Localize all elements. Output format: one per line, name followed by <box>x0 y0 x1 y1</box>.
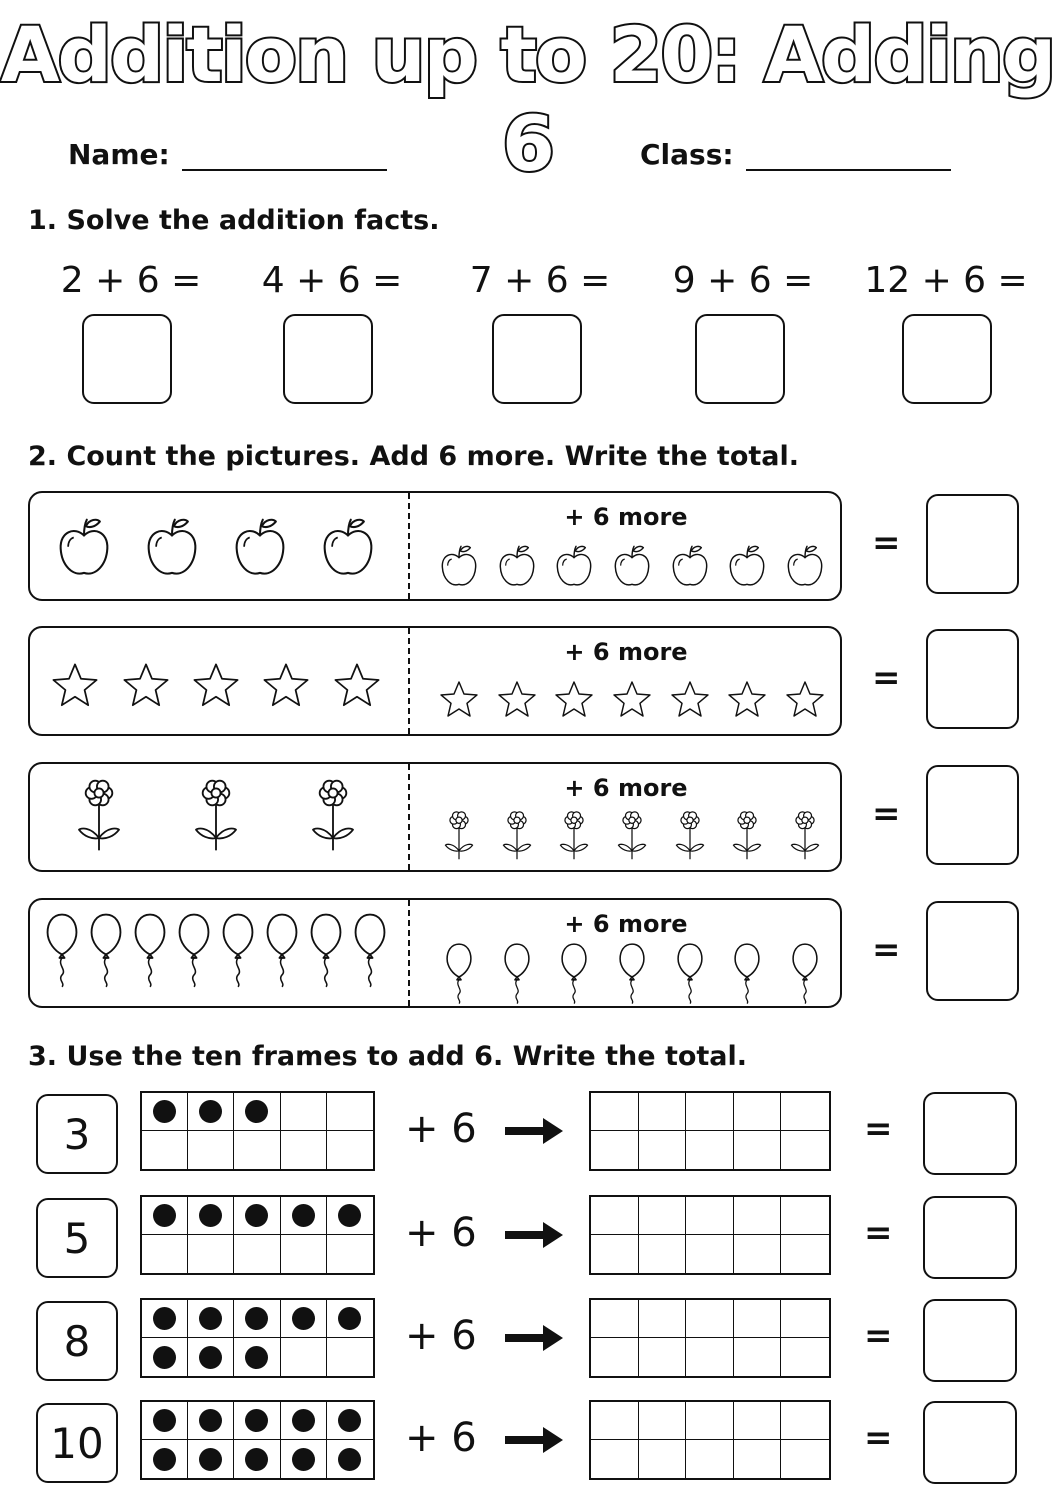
balloon-icon <box>265 912 299 993</box>
star-icon <box>612 680 652 723</box>
frame-cell[interactable] <box>639 1197 687 1235</box>
frame-cell <box>281 1093 327 1131</box>
flower-icon <box>615 810 649 865</box>
balloon-icon <box>177 912 211 993</box>
equals-sign: = <box>872 658 901 698</box>
flower-icon <box>730 810 764 865</box>
frame-cell <box>188 1235 234 1273</box>
start-number-box: 5 <box>36 1198 118 1278</box>
counter-dot <box>153 1448 176 1471</box>
frame-cell[interactable] <box>734 1093 782 1131</box>
frame-cell <box>142 1300 188 1338</box>
frame-cell[interactable] <box>591 1300 639 1338</box>
frame-cell[interactable] <box>686 1093 734 1131</box>
frame-cell <box>234 1440 280 1478</box>
more-label: + 6 more <box>564 774 688 802</box>
flower-icon <box>673 810 707 865</box>
frame-cell <box>234 1338 280 1376</box>
frame-cell <box>234 1197 280 1235</box>
frame-cell[interactable] <box>734 1440 782 1478</box>
frame-cell[interactable] <box>686 1402 734 1440</box>
frame-cell[interactable] <box>591 1440 639 1478</box>
frame-cell[interactable] <box>639 1093 687 1131</box>
fact-2-answer-box[interactable] <box>283 314 373 404</box>
picture-row-answer-box[interactable] <box>926 494 1019 594</box>
fact-4: 9 + 6 = <box>672 260 814 301</box>
frame-cell <box>327 1440 373 1478</box>
balloon-icon <box>45 912 79 993</box>
apple-icon <box>56 515 112 584</box>
equals-sign: = <box>872 794 901 834</box>
flower-icon <box>308 778 358 857</box>
frame-cell[interactable] <box>639 1131 687 1169</box>
frame-cell <box>142 1131 188 1169</box>
fact-2: 4 + 6 = <box>261 260 403 301</box>
frame-cell <box>142 1093 188 1131</box>
frame-cell <box>142 1235 188 1273</box>
counter-dot <box>338 1409 361 1432</box>
frame-cell[interactable] <box>781 1300 829 1338</box>
balloon-icon <box>733 942 761 1009</box>
equals-sign: = <box>864 1213 893 1253</box>
star-icon <box>554 680 594 723</box>
frame-cell <box>142 1402 188 1440</box>
frame-cell <box>188 1402 234 1440</box>
fact-3: 7 + 6 = <box>469 260 611 301</box>
frame-cell <box>234 1093 280 1131</box>
star-icon <box>262 662 310 712</box>
frame-cell <box>188 1093 234 1131</box>
balloon-icon <box>445 942 473 1009</box>
plus-six-label: + 6 <box>405 1313 477 1359</box>
counter-dot <box>245 1448 268 1471</box>
counter-dot <box>338 1307 361 1330</box>
balloon-icon <box>221 912 255 993</box>
counter-dot <box>153 1204 176 1227</box>
fact-1-answer-box[interactable] <box>82 314 172 404</box>
ten-frame-given <box>140 1400 375 1480</box>
picture-row-1 <box>28 491 842 601</box>
counter-dot <box>153 1307 176 1330</box>
frame-cell[interactable] <box>734 1300 782 1338</box>
frame-cell <box>234 1402 280 1440</box>
plus-six-label: + 6 <box>405 1415 477 1461</box>
balloon-icon <box>791 942 819 1009</box>
apple-icon <box>670 543 710 594</box>
start-number-box: 3 <box>36 1094 118 1174</box>
frame-cell <box>327 1235 373 1273</box>
frame-cell[interactable] <box>639 1300 687 1338</box>
equals-sign: = <box>864 1418 893 1458</box>
star-icon <box>51 662 99 712</box>
balloon-icon <box>353 912 387 993</box>
ten-frame-blank[interactable] <box>589 1400 831 1480</box>
apple-icon <box>439 543 479 594</box>
frame-cell[interactable] <box>591 1402 639 1440</box>
counter-dot <box>338 1448 361 1471</box>
frame-cell <box>188 1197 234 1235</box>
star-icon <box>192 662 240 712</box>
counter-dot <box>292 1204 315 1227</box>
star-icon <box>497 680 537 723</box>
frame-cell[interactable] <box>591 1338 639 1376</box>
ten-frame-answer-box[interactable] <box>923 1092 1017 1175</box>
frame-cell[interactable] <box>686 1131 734 1169</box>
frame-cell <box>281 1300 327 1338</box>
frame-cell <box>281 1131 327 1169</box>
frame-cell[interactable] <box>734 1131 782 1169</box>
start-number-box: 10 <box>36 1403 118 1483</box>
frame-cell <box>142 1440 188 1478</box>
flower-icon <box>191 778 241 857</box>
star-icon <box>122 662 170 712</box>
star-icon <box>785 680 825 723</box>
section1-heading: 1. Solve the addition facts. <box>28 205 440 236</box>
flower-icon <box>442 810 476 865</box>
arrow-right-icon <box>505 1323 563 1353</box>
arrow-right-icon <box>505 1116 563 1146</box>
section3-heading: 3. Use the ten frames to add 6. Write the total. <box>28 1041 748 1072</box>
flower-icon <box>74 778 124 857</box>
frame-cell[interactable] <box>781 1131 829 1169</box>
ten-frame-blank[interactable] <box>589 1195 831 1275</box>
picture-row-answer-box[interactable] <box>926 629 1019 729</box>
picture-row-2 <box>28 626 842 736</box>
counter-dot <box>153 1100 176 1123</box>
frame-cell <box>327 1093 373 1131</box>
frame-cell[interactable] <box>734 1197 782 1235</box>
frame-cell <box>327 1197 373 1235</box>
ten-frame-given <box>140 1195 375 1275</box>
counter-dot <box>199 1100 222 1123</box>
frame-cell[interactable] <box>639 1235 687 1273</box>
balloon-icon <box>560 942 588 1009</box>
name-label: Name: <box>68 138 170 171</box>
ten-frame-blank[interactable] <box>589 1298 831 1378</box>
balloon-icon <box>89 912 123 993</box>
counter-dot <box>245 1307 268 1330</box>
fact-5-answer-box[interactable] <box>902 314 992 404</box>
apple-icon <box>727 543 767 594</box>
apple-icon <box>612 543 652 594</box>
frame-cell[interactable] <box>781 1235 829 1273</box>
equals-sign: = <box>864 1316 893 1356</box>
frame-cell[interactable] <box>591 1093 639 1131</box>
frame-cell[interactable] <box>686 1300 734 1338</box>
plus-six-label: + 6 <box>405 1210 477 1256</box>
star-icon <box>333 662 381 712</box>
frame-cell[interactable] <box>734 1338 782 1376</box>
apple-icon <box>144 515 200 584</box>
frame-cell[interactable] <box>781 1402 829 1440</box>
counter-dot <box>199 1346 222 1369</box>
frame-cell <box>281 1235 327 1273</box>
frame-cell[interactable] <box>781 1093 829 1131</box>
flower-icon <box>788 810 822 865</box>
frame-cell[interactable] <box>781 1440 829 1478</box>
apple-icon <box>554 543 594 594</box>
plus-six-label: + 6 <box>405 1106 477 1152</box>
frame-cell <box>281 1338 327 1376</box>
fact-3-answer-box[interactable] <box>492 314 582 404</box>
ten-frame-given <box>140 1091 375 1171</box>
counter-dot <box>292 1448 315 1471</box>
equals-sign: = <box>872 930 901 970</box>
frame-cell <box>327 1300 373 1338</box>
counter-dot <box>199 1307 222 1330</box>
counter-dot <box>292 1409 315 1432</box>
fact-5: 12 + 6 = <box>864 260 1028 301</box>
picture-row-3 <box>28 762 842 872</box>
arrow-right-icon <box>505 1220 563 1250</box>
balloon-icon <box>676 942 704 1009</box>
ten-frame-blank[interactable] <box>589 1091 831 1171</box>
ten-frame-answer-box[interactable] <box>923 1401 1017 1484</box>
frame-cell <box>234 1131 280 1169</box>
frame-cell <box>188 1338 234 1376</box>
balloon-icon <box>503 942 531 1009</box>
name-input-line[interactable] <box>182 139 387 171</box>
frame-cell[interactable] <box>591 1131 639 1169</box>
counter-dot <box>153 1346 176 1369</box>
counter-dot <box>245 1100 268 1123</box>
flower-icon <box>500 810 534 865</box>
counter-dot <box>245 1346 268 1369</box>
frame-cell[interactable] <box>639 1402 687 1440</box>
frame-cell[interactable] <box>781 1338 829 1376</box>
frame-cell[interactable] <box>686 1338 734 1376</box>
counter-dot <box>153 1409 176 1432</box>
counter-dot <box>199 1409 222 1432</box>
more-label: + 6 more <box>564 503 688 531</box>
frame-cell <box>327 1338 373 1376</box>
flower-icon <box>557 810 591 865</box>
counter-dot <box>338 1204 361 1227</box>
apple-icon <box>497 543 537 594</box>
frame-cell <box>327 1402 373 1440</box>
frame-cell[interactable] <box>781 1197 829 1235</box>
balloon-icon <box>133 912 167 993</box>
frame-cell[interactable] <box>734 1235 782 1273</box>
frame-cell[interactable] <box>639 1338 687 1376</box>
frame-cell <box>281 1440 327 1478</box>
counter-dot <box>245 1204 268 1227</box>
ten-frame-answer-box[interactable] <box>923 1299 1017 1382</box>
frame-cell <box>188 1300 234 1338</box>
frame-cell <box>281 1197 327 1235</box>
frame-cell[interactable] <box>591 1235 639 1273</box>
counter-dot <box>245 1409 268 1432</box>
apple-icon <box>232 515 288 584</box>
frame-cell <box>142 1338 188 1376</box>
page-title: Addition up to 20: Adding 6 <box>0 10 1055 188</box>
counter-dot <box>199 1448 222 1471</box>
frame-cell[interactable] <box>686 1197 734 1235</box>
star-icon <box>439 680 479 723</box>
frame-cell[interactable] <box>591 1197 639 1235</box>
counter-dot <box>292 1307 315 1330</box>
section2-heading: 2. Count the pictures. Add 6 more. Write the total. <box>28 441 800 472</box>
more-label: + 6 more <box>564 638 688 666</box>
picture-row-4 <box>28 898 842 1008</box>
apple-icon <box>785 543 825 594</box>
equals-sign: = <box>864 1109 893 1149</box>
frame-cell <box>142 1197 188 1235</box>
picture-row-answer-box[interactable] <box>926 901 1019 1001</box>
frame-cell <box>234 1300 280 1338</box>
apple-icon <box>320 515 376 584</box>
fact-4-answer-box[interactable] <box>695 314 785 404</box>
balloon-icon <box>618 942 646 1009</box>
frame-cell <box>188 1440 234 1478</box>
star-icon <box>670 680 710 723</box>
frame-cell <box>281 1402 327 1440</box>
frame-cell[interactable] <box>686 1235 734 1273</box>
balloon-icon <box>309 912 343 993</box>
more-label: + 6 more <box>564 910 688 938</box>
frame-cell[interactable] <box>639 1440 687 1478</box>
ten-frame-given <box>140 1298 375 1378</box>
frame-cell[interactable] <box>734 1402 782 1440</box>
class-label: Class: <box>640 138 734 171</box>
frame-cell <box>327 1131 373 1169</box>
picture-row-answer-box[interactable] <box>926 765 1019 865</box>
counter-dot <box>199 1204 222 1227</box>
equals-sign: = <box>872 523 901 563</box>
frame-cell <box>188 1131 234 1169</box>
name-field <box>68 138 387 171</box>
frame-cell[interactable] <box>686 1440 734 1478</box>
ten-frame-answer-box[interactable] <box>923 1196 1017 1279</box>
frame-cell <box>234 1235 280 1273</box>
arrow-right-icon <box>505 1425 563 1455</box>
fact-1: 2 + 6 = <box>60 260 202 301</box>
start-number-box: 8 <box>36 1301 118 1381</box>
star-icon <box>727 680 767 723</box>
class-input-line[interactable] <box>746 139 951 171</box>
class-field <box>640 138 951 171</box>
